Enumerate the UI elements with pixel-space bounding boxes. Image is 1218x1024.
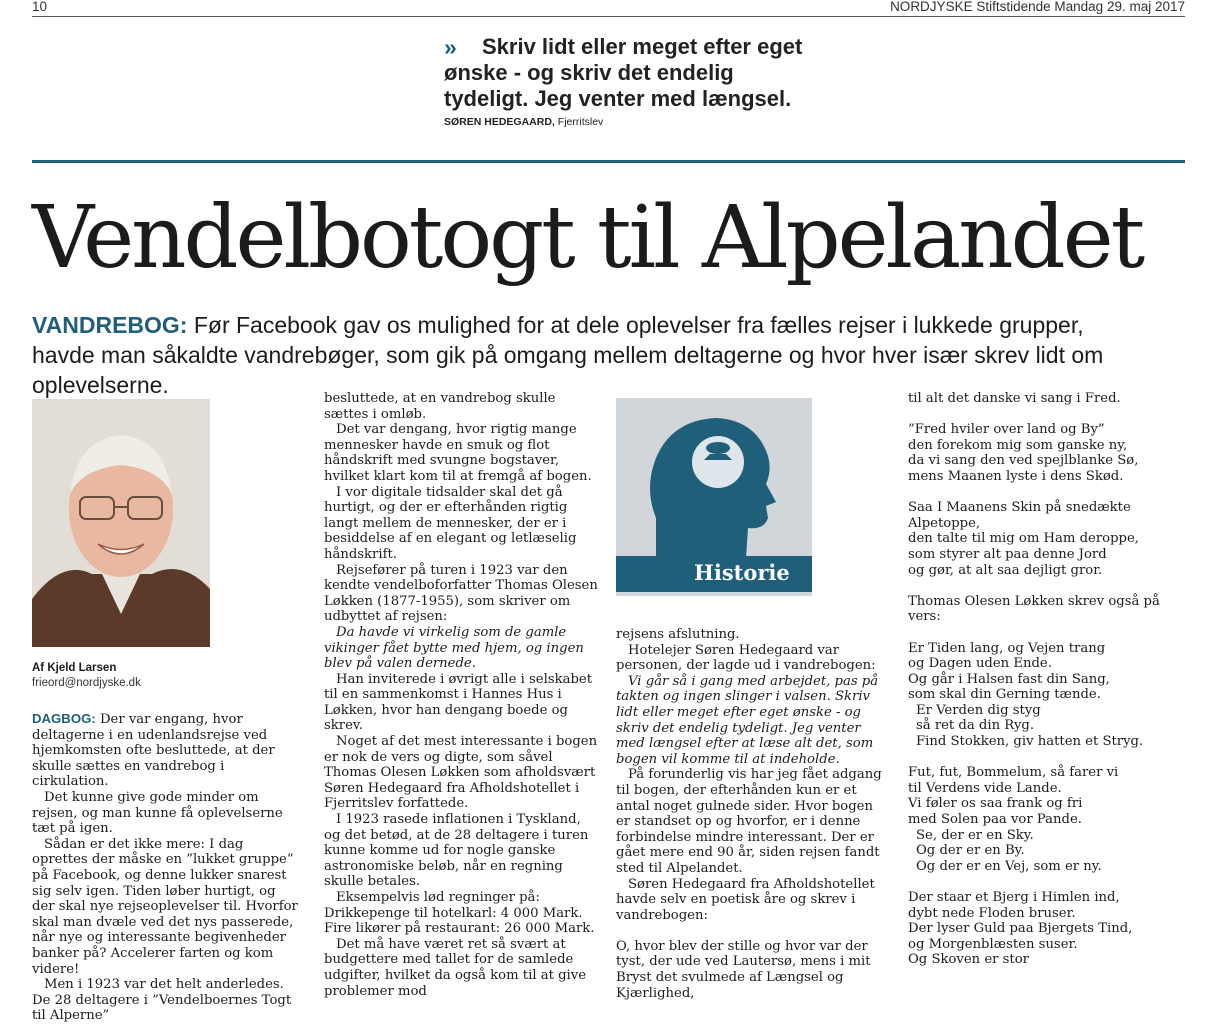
poem-line: og Dagen uden Ende. xyxy=(908,656,1052,672)
header-divider xyxy=(32,16,1185,17)
poem-line: så ret da din Ryg. xyxy=(916,718,1035,734)
poem-line: til alt det danske vi sang i Fred. xyxy=(908,391,1121,406)
author-name: Af Kjeld Larsen xyxy=(32,662,117,674)
body-column-2 xyxy=(324,391,598,999)
body-column-4 xyxy=(908,391,1188,968)
poem-line: som styrer alt paa denne Jord xyxy=(908,546,1107,562)
quoted-paragraph: Da havde vi virkelig som de gamle vikinger fået bytte med hjem, og ingen blev på valen dernede. xyxy=(324,624,584,672)
poem-line: og gør, at alt saa dejligt gror. xyxy=(908,562,1103,578)
lede-kicker: VANDREBOG: xyxy=(32,312,188,338)
poem-paragraph: O, hvor blev der stille og hvor var der tyst, der ude ved Lautersø, mens i mit Bryst det svulmede af Længsel og Kjærlighed, xyxy=(616,938,871,1001)
publication-name: NORDJYSKE Stiftstidende xyxy=(890,0,1051,14)
stanza-gap xyxy=(908,625,1188,641)
paragraph: Men i 1923 var det helt anderledes. De 28 deltagere i ”Vendelboernes Togt til Alperne” xyxy=(32,977,292,1024)
poem-line: mens Maanen lyste i dens Skød. xyxy=(908,468,1124,484)
page-header xyxy=(32,0,1185,16)
poem-stanza xyxy=(908,765,1188,874)
poem-line: Der lyser Guld paa Bjergets Tind, xyxy=(908,921,1133,937)
pull-quote-byline xyxy=(444,116,814,128)
poem-line: Er Tiden lang, og Vejen trang xyxy=(908,640,1106,656)
stanza-gap xyxy=(908,874,1188,890)
pull-quote-text: Skriv lidt eller meget efter eget ønske - og skriv det endelig tydeligt. Jeg venter med længsel. xyxy=(444,34,803,111)
poem-line: Der staar et Bjerg i Himlen ind, xyxy=(908,890,1120,905)
history-info-box xyxy=(616,398,812,596)
poem-line: med Solen paa vor Pande. xyxy=(908,812,1082,828)
page-number: 10 xyxy=(32,0,48,14)
stanza-gap xyxy=(908,750,1188,766)
stanza-gap xyxy=(908,407,1188,423)
paragraph: Det kunne give gode minder om rejsen, og man kunne få oplevelserne tæt på igen. xyxy=(32,789,283,837)
body-kicker: DAGBOG: xyxy=(32,711,96,726)
poem-stanza xyxy=(908,500,1188,578)
poem-line: Vi føler os saa frank og fri xyxy=(908,796,1083,812)
paragraph: Noget af det mest interessante i bogen er nok de vers og digte, som såvel Thomas Olesen Løkken som afholdsvært Søren Hedegaard fra Afholdshotellet i Fjerritslev forfattede. xyxy=(324,734,598,812)
lede xyxy=(32,310,1152,400)
poem-stanza xyxy=(908,890,1188,968)
poem-line: dybt nede Floden bruser. xyxy=(908,905,1076,921)
history-label: Historie xyxy=(694,560,790,585)
poem-line: Se, der er en Sky. xyxy=(916,827,1034,843)
poem-line: Og der er en By. xyxy=(916,843,1025,859)
body-column-3 xyxy=(616,627,890,1001)
head-profile-icon xyxy=(616,398,812,558)
poem-line: og Morgenblæsten suser. xyxy=(908,936,1078,952)
poem-line: til Verdens vide Lande. xyxy=(908,780,1062,796)
paragraph: Hotelejer Søren Hedegaard var personen, der lagde ud i vandrebogen: xyxy=(616,642,876,674)
paragraph: Han inviterede i øvrigt alle i selskabet til en sammenkomst i Hannes Hus i Løkken, hvor han dengang boede og skrev. xyxy=(324,671,592,734)
paragraph: I 1923 rasede inflationen i Tyskland, og det betød, at de 28 deltagere i turen kunne komme ud for nogle ganske astronomiske beløb, når en regning skulle betales. xyxy=(324,812,589,890)
poem-line: Fut, fut, Bommelum, så farer vi xyxy=(908,765,1119,781)
author-portrait-image xyxy=(32,399,210,647)
poem-line: da vi sang den ved spejlblanke Sø, xyxy=(908,453,1139,469)
author-email: frieord@nordjyske.dk xyxy=(32,677,141,689)
paragraph: Thomas Olesen Løkken skrev også på vers: xyxy=(908,593,1160,625)
poem-stanza xyxy=(908,422,1188,484)
stanza-gap xyxy=(908,578,1188,594)
body-column-1 xyxy=(32,711,302,1024)
stanza-gap xyxy=(908,485,1188,501)
poem-line: Er Verden dig styg xyxy=(916,702,1041,718)
poem-line: Og Skoven er stor xyxy=(908,952,1029,968)
section-divider xyxy=(32,160,1185,163)
poem-line: Saa I Maanens Skin på snedækte Alpetoppe, xyxy=(908,500,1131,531)
paragraph-text: Der var engang, hvor deltagerne i en udenlandsrejse ved hjemkomsten ofte besluttede, at der skulle sættes en vandrebog i cirkulation. xyxy=(32,712,275,790)
paragraph: Søren Hedegaard fra Afholdshotellet havde selv en poetisk åre og skrev i vandrebogen: xyxy=(616,876,875,923)
paragraph: På forunderlig vis har jeg fået adgang til bogen, der efterhånden kun er et antal noget gulnede sider. Hvor bogen er standset op og hvorfor, er i denne forbindelse mindre interessant. Der er gået mere end 90 år, siden rejsen fandt sted til Alpelandet. xyxy=(616,767,882,876)
headline: Vendelbotogt til Alpelandet xyxy=(32,188,1143,288)
paragraph: Det var dengang, hvor rigtig mange mennesker havde en smuk og flot håndskrift med svungne bogstaver, hvilket klart kom til at fremgå af bogen. xyxy=(324,422,592,484)
paragraph: Sådan er det ikke mere: I dag oprettes der måske en ”lukket gruppe” på Facebook, og denne lukker snarest sig selv igen. Tiden løber hurtigt, og der skal nye rejseoplevelser til. Hvorfor skal man dvæle ved det nys passerede, når nye og interessante begivenheder banker på? Accelerer farten og kom videre! xyxy=(32,836,298,977)
quoted-paragraph: Vi går så i gang med arbejdet, pas på takten og ingen slinger i valsen. Skriv lidt eller meget efter eget ønske - og skriv det endelig tydeligt. Jeg venter med længsel efter at læse alt det, som bogen vil komme til at indeholde. xyxy=(616,673,879,767)
poem-line: den talte til mig om Ham deroppe, xyxy=(908,531,1139,547)
poem-line: den forekom mig som ganske ny, xyxy=(908,437,1128,453)
pull-quote-place: Fjerritslev xyxy=(557,116,604,128)
paragraph: Rejsefører på turen i 1923 var den kendte vendelboforfatter Thomas Olesen Løkken (1877-1955), som skriver om udbyttet af rejsen: xyxy=(324,562,598,625)
pull-quote-author: SØREN HEDEGAARD, xyxy=(444,116,555,128)
quote-mark-icon: » xyxy=(444,34,452,60)
paragraph: I vor digitale tidsalder skal det gå hurtigt, og der er efterhånden rigtig langt mellem de mennesker, der er i besiddelse af en elegant og letlæselig håndskrift. xyxy=(324,484,577,562)
paragraph xyxy=(32,711,302,790)
publication-info xyxy=(890,0,1185,14)
paragraph: Det må have været ret så svært at budgettere med tallet for de samlede udgifter, hvilket da også kom til at give problemer mod xyxy=(324,936,587,999)
article-byline xyxy=(32,661,141,691)
pull-quote xyxy=(444,34,814,128)
poem-line: som skal din Gerning tænde. xyxy=(908,687,1101,703)
poem-line: Og der er en Vej, som er ny. xyxy=(916,858,1102,874)
history-label-bar xyxy=(616,556,812,592)
publication-date: Mandag 29. maj 2017 xyxy=(1054,0,1185,14)
paragraph: Eksempelvis lød regninger på: Drikkepenge til hotelkarl: 4 000 Mark. Fire likører på restaurant: 26 000 Mark. xyxy=(324,890,595,937)
poem-line: ”Fred hviler over land og By” xyxy=(908,422,1105,438)
poem-stanza xyxy=(908,641,1188,750)
author-photo xyxy=(32,399,210,647)
paragraph: besluttede, at en vandrebog skulle sættes i omløb. xyxy=(324,391,556,422)
poem-line: Find Stokken, giv hatten et Stryg. xyxy=(916,734,1144,750)
poem-line: Og går i Halsen fast din Sang, xyxy=(908,671,1110,687)
paragraph: rejsens afslutning. xyxy=(616,627,740,642)
lede-text: Før Facebook gav os mulighed for at dele oplevelser fra fælles rejser i lukkede grupper, havde man såkaldte vandrebøger, som gik på omgang mellem deltagerne og hvor hver især skrev lidt om oplevelserne. xyxy=(32,312,1104,398)
